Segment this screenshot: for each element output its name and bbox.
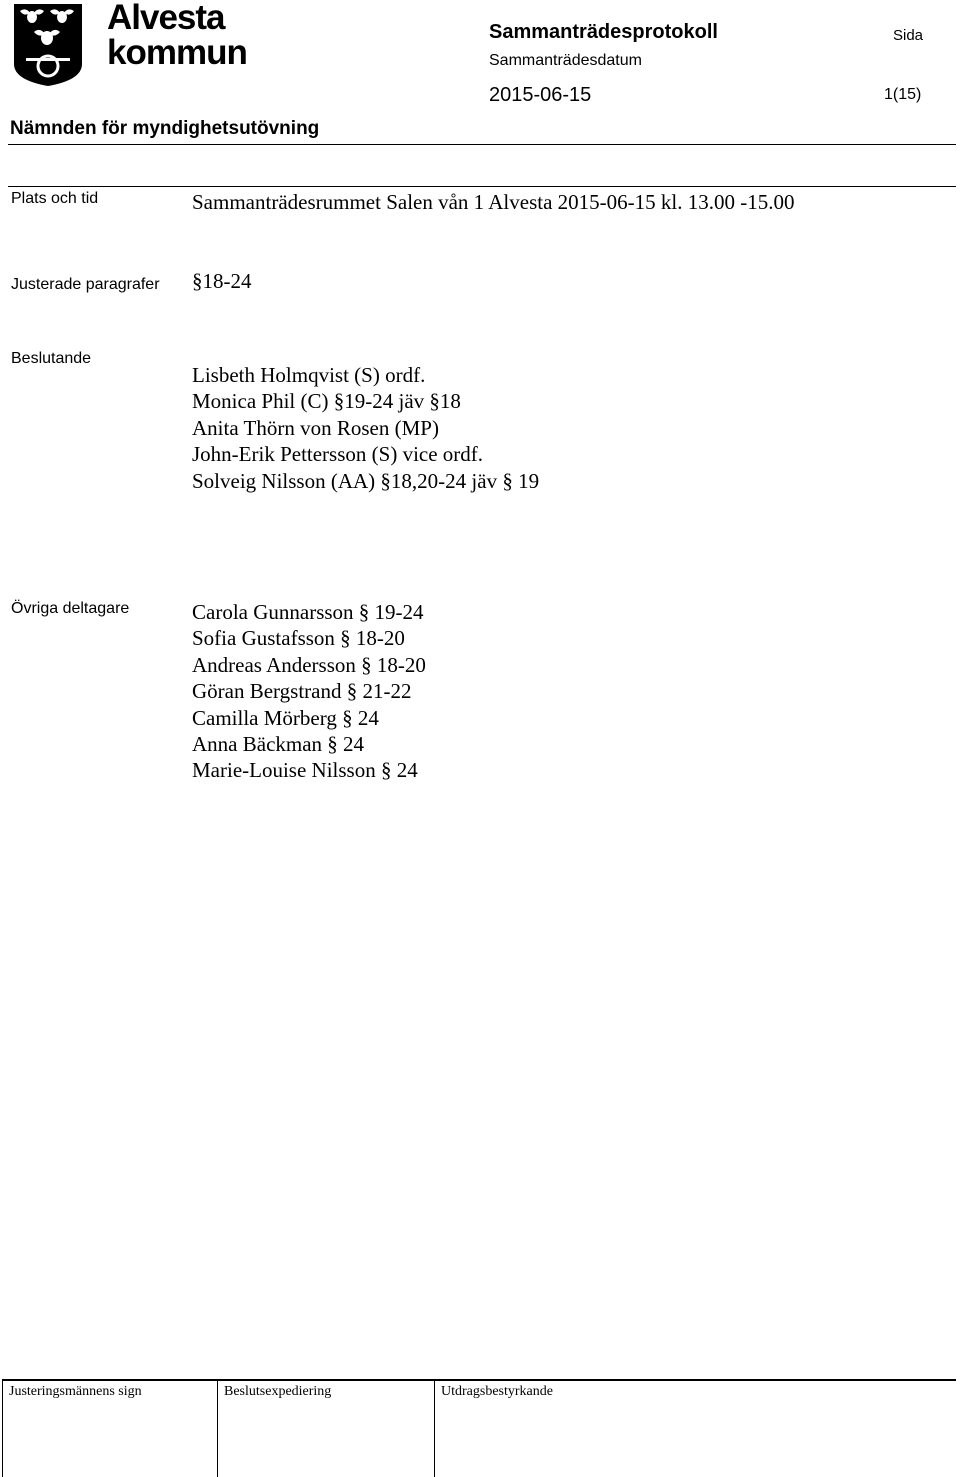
list-item: John-Erik Pettersson (S) vice ordf. (192, 442, 484, 467)
decision-makers-label: Beslutande (11, 350, 92, 367)
page-label: Sida (893, 27, 924, 44)
paragraphs-label: Justerade paragrafer (11, 276, 160, 293)
paragraphs-value: §18-24 (192, 269, 252, 293)
footer-label-dispatch: Beslutsexpediering (224, 1384, 332, 1399)
logo-text-alvesta: Alvesta (107, 0, 225, 37)
meeting-date-label: Sammanträdesdatum (489, 52, 642, 69)
list-item: Sofia Gustafsson § 18-20 (192, 626, 405, 651)
document-title: Sammanträdesprotokoll (489, 21, 718, 43)
logo-text-kommun: kommun (107, 33, 247, 72)
list-item: Marie-Louise Nilsson § 24 (192, 758, 418, 783)
list-item: Camilla Mörberg § 24 (192, 705, 379, 730)
place-time-value: Sammanträdesrummet Salen vån 1 Alvesta 2015-06-15 kl. 13.00 -15.00 (192, 190, 795, 214)
footer-cell-certification (434, 1381, 957, 1477)
list-item: Anita Thörn von Rosen (MP) (192, 415, 439, 440)
header-divider-bottom (8, 186, 956, 187)
list-item: Monica Phil (C) §19-24 jäv §18 (192, 389, 461, 414)
list-item: Lisbeth Holmqvist (S) ordf. (192, 363, 426, 387)
list-item: Carola Gunnarsson § 19-24 (192, 600, 424, 624)
other-participants-list (192, 599, 426, 784)
page-number: 1(15) (884, 86, 922, 103)
place-time-label: Plats och tid (11, 190, 99, 207)
decision-makers-list (192, 362, 539, 494)
footer-cell-signature (2, 1381, 218, 1477)
list-item: Andreas Andersson § 18-20 (192, 652, 426, 677)
committee-name: Nämnden för myndighetsutövning (10, 118, 320, 139)
footer-label-signature: Justeringsmännens sign (9, 1384, 142, 1399)
footer-cell-dispatch (217, 1381, 435, 1477)
other-participants-label: Övriga deltagare (11, 600, 130, 617)
coat-of-arms-icon (12, 2, 84, 88)
signature-footer (2, 1379, 956, 1477)
list-item: Solveig Nilsson (AA) §18,20-24 jäv § 19 (192, 468, 540, 493)
list-item: Göran Bergstrand § 21-22 (192, 679, 412, 704)
list-item: Anna Bäckman § 24 (192, 732, 365, 757)
municipality-logo (12, 0, 247, 88)
footer-label-certification: Utdragsbestyrkande (441, 1384, 553, 1399)
header-divider (8, 144, 956, 145)
meeting-date: 2015-06-15 (489, 84, 592, 106)
